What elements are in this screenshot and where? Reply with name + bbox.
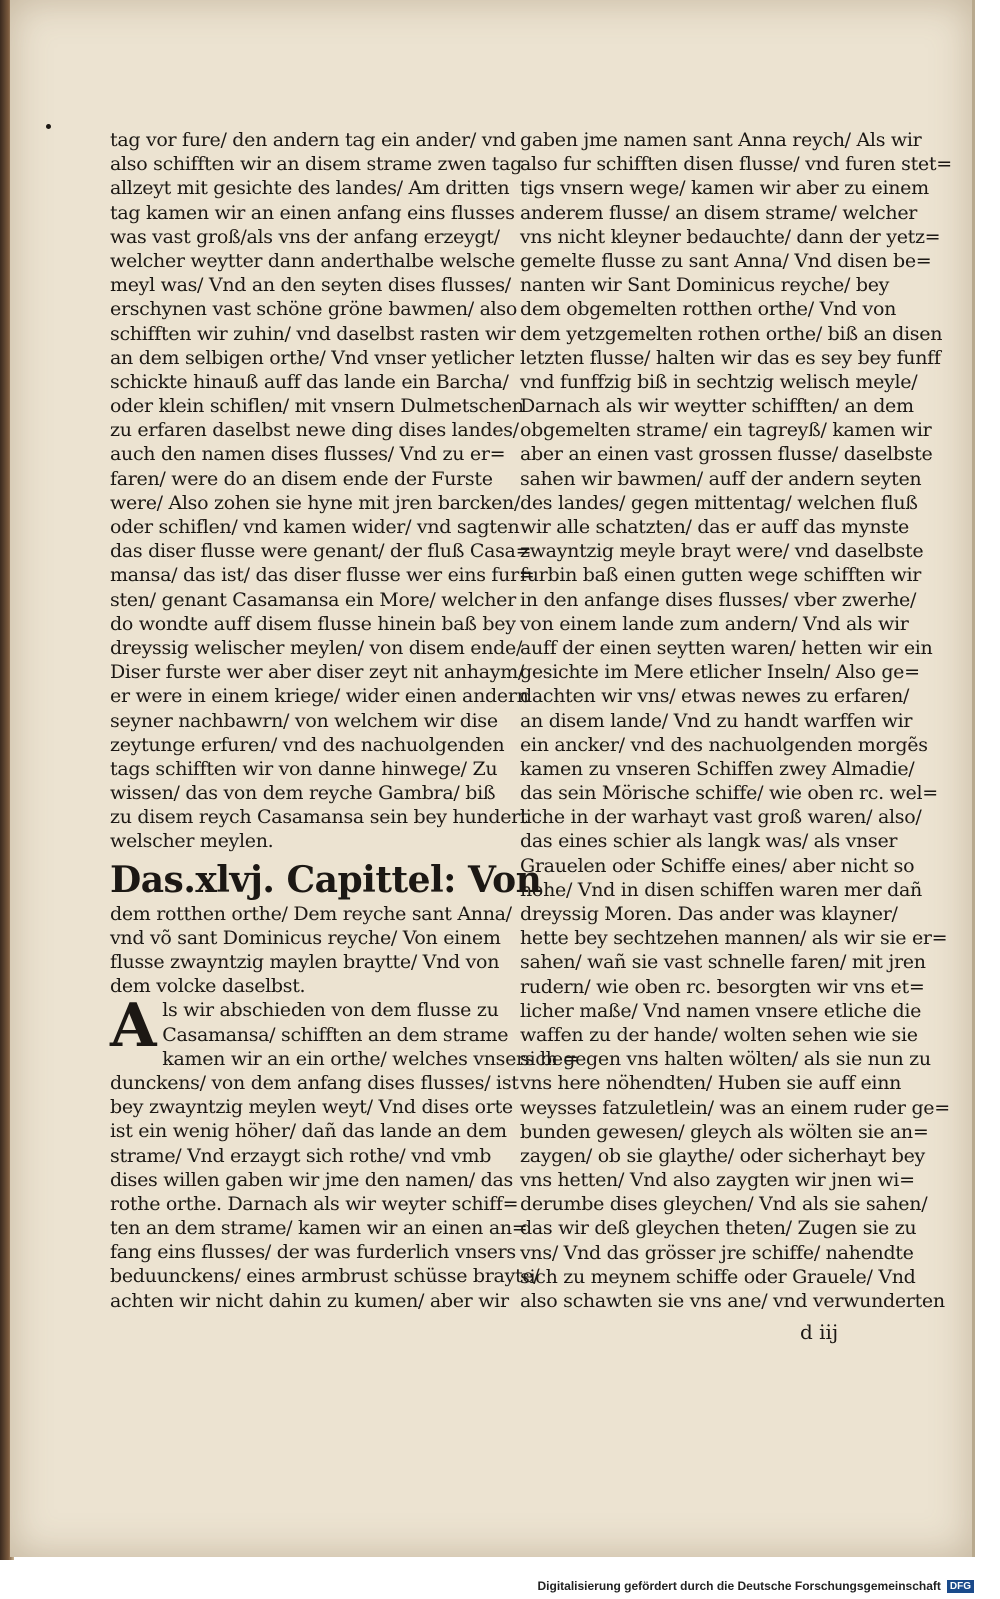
text-line: zwayntzig meyle brayt were/ vnd daselbste (520, 540, 924, 563)
text-line: sich zu meynem schiffe oder Grauele/ Vnd (520, 1265, 916, 1288)
text-line: derumbe dises gleychen/ Vnd als sie sahen/ (520, 1193, 928, 1216)
text-line: achten wir nicht dahin zu kumen/ aber wir (110, 1289, 509, 1312)
text-line: vnd võ sant Dominicus reyche/ Von einem (110, 926, 501, 949)
text-line: dises willen gaben wir jme den namen/ das (110, 1168, 513, 1191)
ink-dot (46, 124, 51, 129)
text-line: das sein Mörische schiffe/ wie oben rc. wel= (520, 782, 938, 805)
text-line: schickte hinauß auff das lande ein Barcha/ (110, 370, 509, 393)
text-line: an disem lande/ Vnd zu handt warffen wir (520, 709, 913, 732)
text-line: strame/ Vnd erzaygt sich rothe/ vnd vmb (110, 1144, 492, 1167)
text-line: dem volcke daselbst. (110, 975, 306, 998)
text-line: das eines schier als langk was/ als vnser (520, 830, 898, 853)
text-line: welscher meylen. (110, 830, 274, 853)
text-line: wissen/ das von dem reyche Gambra/ biß (110, 782, 496, 805)
text-line: mansa/ das ist/ das diser flusse wer eins fur= (110, 564, 535, 587)
signature-mark: d iij (800, 1320, 839, 1344)
text-line: seyner nachbawrn/ von welchem wir dise (110, 709, 498, 732)
text-line: auch den namen dises flusses/ Vnd zu er= (110, 443, 506, 466)
text-line: welcher weytter dann anderthalbe welsche (110, 249, 515, 272)
text-line: tags schifften wir von danne hinwege/ Zu (110, 757, 498, 780)
text-line: do wondte auff disem flusse hinein baß bey (110, 612, 516, 635)
text-line: waffen zu der hande/ wolten sehen wie sie (520, 1023, 918, 1046)
text-line: vnd funffzig biß in sechtzig welisch meyle/ (520, 370, 918, 393)
text-line: Darnach als wir weytter schifften/ an dem (520, 395, 914, 418)
text-line: das wir deß gleychen theten/ Zugen sie zu (520, 1217, 917, 1240)
text-line: bey zwayntzig meylen weyt/ Vnd dises orte (110, 1096, 513, 1119)
text-line: vns here nöhendten/ Huben sie auff einn (520, 1072, 902, 1095)
text-line: zu erfaren daselbst newe ding dises landes/ (110, 419, 519, 442)
text-line: hohe/ Vnd in disen schiffen waren mer dañ (520, 878, 922, 901)
text-line: aber an einen vast grossen flusse/ daselbste (520, 443, 933, 466)
text-line: tag vor fure/ den andern tag ein ander/ vnd (110, 129, 517, 151)
text-line: bunden gewesen/ gleych als wölten sie an= (520, 1120, 929, 1143)
text-line: vns nicht kleyner bedauchte/ dann der yetz= (520, 225, 941, 248)
text-line: sahen wir bawmen/ auff der andern seyten (520, 467, 922, 490)
text-line: schifften wir zuhin/ vnd daselbst rasten wir (110, 322, 516, 345)
drop-capital: A (110, 991, 157, 1062)
text-line: dreyssig Moren. Das ander was klayner/ (520, 903, 898, 925)
text-line: tigs vnsern wege/ kamen wir aber zu einem (520, 177, 929, 200)
dfg-logo-icon: DFG (947, 1580, 974, 1593)
text-line: was vast groß/als vns der anfang erzeygt/ (110, 225, 500, 248)
footer-credit (537, 1579, 974, 1593)
text-line: dunckens/ von dem anfang dises flusses/ ist (110, 1071, 519, 1094)
text-line: beduunckens/ eines armbrust schüsse brayte/ (110, 1265, 540, 1288)
text-line: auff der einen seytten waren/ hetten wir ein (520, 636, 933, 659)
text-line: vns hetten/ Vnd also zaygten wir jnen wi= (520, 1169, 915, 1192)
text-line: dreyssig welischer meylen/ von disem ende/ (110, 636, 523, 659)
text-line: rudern/ wie oben rc. besorgten wir vns et= (520, 975, 925, 998)
text-line: zeytunge erfuren/ vnd des nachuolgenden (110, 733, 505, 756)
text-line: faren/ were do an disem ende der Furste (110, 467, 493, 490)
text-line: also schifften wir an disem strame zwen tag (110, 153, 523, 176)
text-line: gesichte im Mere etlicher Inseln/ Also ge= (520, 661, 920, 684)
text-line: dachten wir vns/ etwas newes zu erfaren/ (520, 685, 910, 708)
text-line: Diser furste wer aber diser zeyt nit anhaym/ (110, 661, 525, 684)
text-line: dem obgemelten rotthen orthe/ Vnd von (520, 298, 897, 321)
text-line: tag kamen wir an einen anfang eins flusses (110, 201, 515, 224)
text-line: anderem flusse/ an disem strame/ welcher (520, 201, 918, 224)
text-line: ist ein wenig höher/ dañ das lande an dem (110, 1120, 507, 1143)
text-line: dem yetzgemelten rothen orthe/ biß an disen (520, 322, 943, 345)
text-line: nanten wir Sant Dominicus reyche/ bey (520, 274, 890, 297)
text-line: rothe orthe. Darnach als wir weyter schiff= (110, 1192, 519, 1215)
text-line: Grauelen oder Schiffe eines/ aber nicht so (520, 854, 915, 877)
text-line: von einem lande zum andern/ Vnd als wir (520, 612, 909, 635)
text-line: Casamansa/ schifften an dem strame (162, 1023, 509, 1046)
text-line: sich gegen vns halten wölten/ als sie nun zu (520, 1048, 931, 1071)
text-line: ein ancker/ vnd des nachuolgenden morgẽs (520, 733, 928, 756)
text-line: kamen wir an ein orthe/ welches vnsers be= (162, 1047, 579, 1070)
text-line: an dem selbigen orthe/ Vnd vnser yetlicher (110, 346, 514, 369)
text-line: weysses fatzuletlein/ was an einem ruder ge= (520, 1096, 950, 1119)
text-line: hette bey sechtzehen mannen/ als wir sie er= (520, 927, 948, 950)
text-line: letzten flusse/ halten wir das es sey bey funff (520, 346, 941, 369)
text-line: ten an dem strame/ kamen wir an einen an= (110, 1217, 528, 1240)
text-line: vns/ Vnd das grösser jre schiffe/ nahendte (520, 1241, 914, 1264)
text-line: kamen zu vnseren Schiffen zwey Almadie/ (520, 757, 915, 780)
text-line: oder schiflen/ vnd kamen wider/ vnd sagten (110, 516, 520, 538)
text-line: gaben jme namen sant Anna reych/ Als wir (520, 129, 922, 151)
text-line: sahen/ wañ sie vast schnelle faren/ mit jren (520, 951, 926, 974)
text-line: gemelte flusse zu sant Anna/ Vnd disen be= (520, 249, 932, 272)
text-line: allzeyt mit gesichte des landes/ Am dritten (110, 177, 510, 200)
right-column (520, 128, 952, 1313)
chapter-heading: Das.xlvj. Capittel: Von (110, 858, 542, 901)
text-line: oder klein schiflen/ mit vnsern Dulmetschen (110, 395, 524, 418)
left-column (110, 128, 579, 1313)
text-line: dem rotthen orthe/ Dem reyche sant Anna/ (110, 902, 512, 925)
text-line: das diser flusse were genant/ der fluß Casa= (110, 540, 532, 563)
text-line: furbin baß einen gutten wege schifften wir (520, 564, 922, 587)
footer-text: Digitalisierung gefördert durch die Deutsche Forschungsgemeinschaft (537, 1579, 941, 1593)
text-line: ls wir abschieden von dem flusse zu (162, 999, 499, 1022)
text-line: sten/ genant Casamansa ein More/ welcher (110, 588, 516, 611)
text-line: flusse zwayntzig maylen braytte/ Vnd von (110, 951, 500, 973)
text-line: wir alle schatzten/ das er auff das mynste (520, 516, 909, 538)
text-line: also fur schifften disen flusse/ vnd furen stet= (520, 153, 952, 176)
text-line: erschynen vast schöne gröne bawmen/ also (110, 298, 518, 321)
text-line: meyl was/ Vnd an den seyten dises flusses/ (110, 274, 511, 297)
text-line: were/ Also zohen sie hyne mit jren barcken/ (110, 491, 521, 514)
text-line: obgemelten strame/ ein tagreyß/ kamen wir (520, 419, 932, 442)
text-line: zaygen/ ob sie glaythe/ oder sicherhayt bey (520, 1144, 925, 1167)
text-line: in den anfange dises flusses/ vber zwerhe/ (520, 588, 917, 611)
text-line: also schawten sie vns ane/ vnd verwunderten (520, 1290, 945, 1312)
text-line: des landes/ gegen mittentag/ welchen fluß (520, 491, 918, 514)
text-line: er were in einem kriege/ wider einen andern (110, 685, 529, 708)
text-line: licher maße/ Vnd namen vnsere etliche die (520, 999, 922, 1022)
text-line: fang eins flusses/ der was furderlich vnsers (110, 1241, 516, 1264)
text-line: zu disem reych Casamansa sein bey hundert (110, 806, 528, 829)
text-line: liche in der warhayt vast groß waren/ also/ (520, 806, 922, 829)
